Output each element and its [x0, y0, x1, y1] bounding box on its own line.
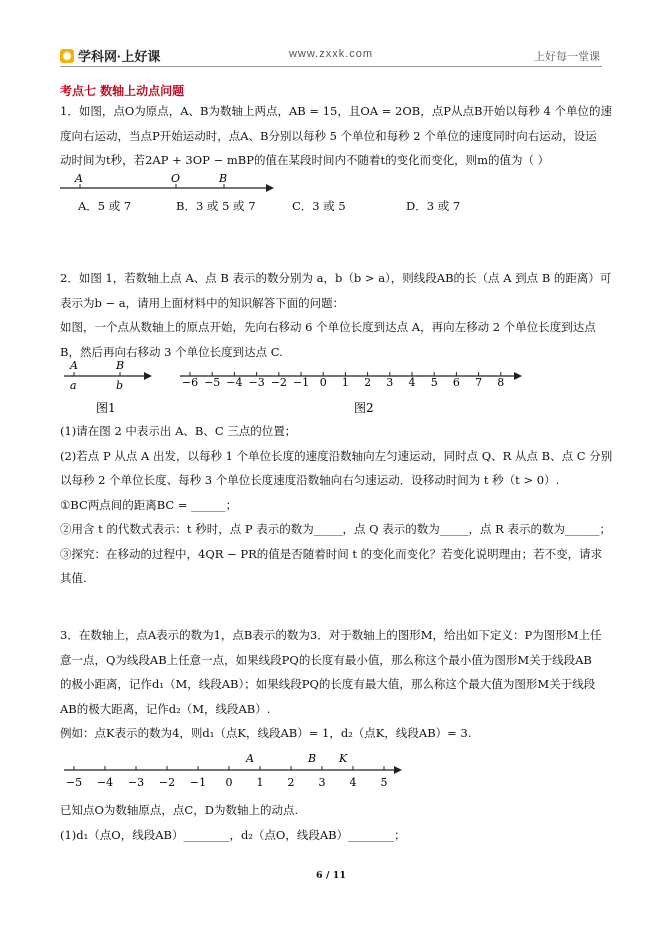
fig3-tick-label: 5 [380, 776, 388, 789]
q2-sub-line: ③探究：在移动的过程中，4QR − PR的值是否随着时间 t 的变化而变化？若变化说明理由；若不变，请求 [60, 546, 603, 561]
q1-option-a: A．5 或 7 [78, 199, 132, 213]
q2-sub-line: ②用含 t 的代数式表示：t 秒时，点 P 表示的数为_____，点 Q 表示的数为_____，点 R 表示的数为______； [60, 522, 611, 536]
fig2-tick-label: −6 [181, 376, 199, 389]
q1-number-line [60, 172, 280, 198]
header-divider [60, 66, 602, 67]
fig3-tick-label: 3 [318, 776, 326, 789]
q2-sub-line: 以每秒 2 个单位长度、每秒 3 个单位长度速度沿数轴向右匀速运动．设移动时间为 t 秒（t > 0）. [60, 473, 560, 487]
header-site: www.zxxk.com [288, 48, 374, 60]
q2-fig2 [176, 360, 528, 418]
fig3-label-K: K [339, 752, 348, 765]
fig3-label-A: A [246, 752, 254, 765]
q2-line: B，然后再向右移动 3 个单位长度到达点 C. [60, 344, 283, 359]
fig1-label-a: a [70, 379, 77, 392]
q3-line: 的极小距离，记作d₁（M，线段AB）；如果线段PQ的长度有最大值，那么称这个最大值为图形M关于线段 [60, 677, 596, 691]
fig2-tick-label: −1 [292, 376, 310, 389]
page-current: 6 [316, 870, 323, 881]
q2-line: 2．如图 1，若数轴上点 A、点 B 表示的数分别为 a，b（b > a），则线段AB的长（点 A 到点 B 的距离）可 [60, 271, 612, 285]
fig3-tick-label: 4 [349, 776, 357, 789]
q2-line: 表示为b − a，请用上面材料中的知识解答下面的问题： [60, 295, 345, 310]
fig3-tick-label: 1 [256, 776, 264, 789]
fig3-tick-label: −5 [65, 776, 83, 789]
fig2-tick-label: 6 [452, 376, 460, 389]
q3-line: 意一点，Q为线段AB上任意一点，如果线段PQ的长度有最小值，那么称这个最小值为图形M关于线段AB [60, 652, 592, 667]
q1-axis-arrow [266, 184, 274, 192]
q1-options [78, 198, 460, 214]
q3-text [60, 623, 605, 746]
fig2-tick-label: 2 [364, 376, 372, 389]
q2-text [60, 266, 612, 364]
q1-label-o: O [171, 172, 181, 185]
fig3-axis-arrow [394, 766, 402, 774]
q3-number-line [60, 748, 410, 794]
fig3-tick-label: −1 [189, 776, 207, 789]
q3-after-line: 已知点O为数轴原点，点C，D为数轴上的动点. [60, 803, 299, 817]
q2-subquestions [60, 419, 613, 591]
fig3-tick-label: −2 [158, 776, 176, 789]
fig1-label-B: B [116, 360, 125, 372]
q3-line: 3．在数轴上，点A表示的数为1，点B表示的数为3．对于数轴上的图形M，给出如下定义：P为图形M上任 [60, 628, 602, 642]
page-total: 11 [332, 870, 346, 881]
q1-text [60, 99, 613, 173]
fig1-axis-arrow [144, 372, 152, 380]
fig2-tick-label: 1 [341, 376, 349, 389]
fig3-tick-label: −4 [96, 776, 114, 789]
fig3-label-B: B [308, 752, 317, 765]
fig2-caption: 图2 [354, 401, 374, 415]
q2-sub-line: ①BC两点间的距离BC = ______； [60, 497, 238, 512]
q3-after-line: (1)d₁（点O，线段AB）________，d₂（点O，线段AB）________； [60, 827, 406, 842]
logo-text: 学科网·上好课 [78, 49, 161, 64]
fig3-tick-label: 2 [287, 776, 295, 789]
q3-line: AB的极大距离，记作d₂（M，线段AB）. [60, 701, 271, 716]
fig2-tick-label: 5 [430, 376, 438, 389]
fig2-axis-arrow [514, 372, 522, 380]
q3-after [60, 798, 605, 847]
q1-option-c: C．3 或 5 [292, 199, 346, 213]
fig3-tick-label: −3 [127, 776, 145, 789]
q2-sub-line: (2)若点 P 从点 A 出发，以每秒 1 个单位长度的速度沿数轴向左匀速运动，同时点 Q、R 从点 B、点 C 分别 [60, 448, 613, 463]
fig2-tick-label: −4 [226, 376, 243, 389]
fig2-tick-label: 3 [386, 376, 394, 389]
q1-line: 动时间为t秒，若2AP + 3OP − mBP的值在某段时间内不随着t的变化而变化，则m的值为（ ） [60, 153, 550, 167]
fig2-tick-label: 8 [497, 376, 505, 389]
header-slogan: 上好每一堂课 [534, 51, 600, 63]
fig1-caption: 图1 [96, 401, 116, 415]
q2-fig1 [60, 360, 160, 418]
fig3-tick-label: 0 [225, 776, 233, 789]
page-number [0, 870, 662, 881]
q1-label-a: A [75, 172, 83, 185]
q1-line: 1．如图，点O为原点，A、B为数轴上两点，AB = 15，且OA = 2OB，点P从点B开始以每秒 4 个单位的速 [60, 104, 613, 118]
fig1-label-b: b [116, 379, 124, 392]
q1-label-b: B [219, 172, 228, 185]
q2-sub-line: 其值. [60, 571, 87, 585]
q1-line: 度向右运动，当点P开始运动时，点A、B分别以每秒 5 个单位和每秒 2 个单位的速度同时向右运动，设运 [60, 128, 597, 143]
fig2-tick-label: 7 [475, 376, 483, 389]
fig2-tick-label: −5 [204, 376, 221, 389]
fig2-tick-label: −3 [248, 376, 265, 389]
section-title: 考点七 数轴上动点问题 [60, 84, 185, 98]
q1-option-d: D．3 或 7 [406, 199, 461, 213]
page-sep: / [325, 870, 330, 881]
fig2-tick-label: 4 [408, 376, 416, 389]
q3-line: 例如：点K表示的数为4，则d₁（点K，线段AB）= 1，d₂（点K，线段AB）= 3. [60, 726, 472, 740]
q2-line: 如图，一个点从数轴上的原点开始，先向右移动 6 个单位长度到达点 A，再向左移动 2 个单位长度到达点 [60, 320, 596, 334]
fig2-tick-label: −2 [270, 376, 287, 389]
q2-sub-line: (1)请在图 2 中表示出 A、B、C 三点的位置； [60, 424, 297, 438]
fig2-tick-label: 0 [319, 376, 327, 389]
q1-option-b: B．3 或 5 或 7 [176, 199, 256, 213]
fig1-label-A: A [70, 360, 78, 372]
